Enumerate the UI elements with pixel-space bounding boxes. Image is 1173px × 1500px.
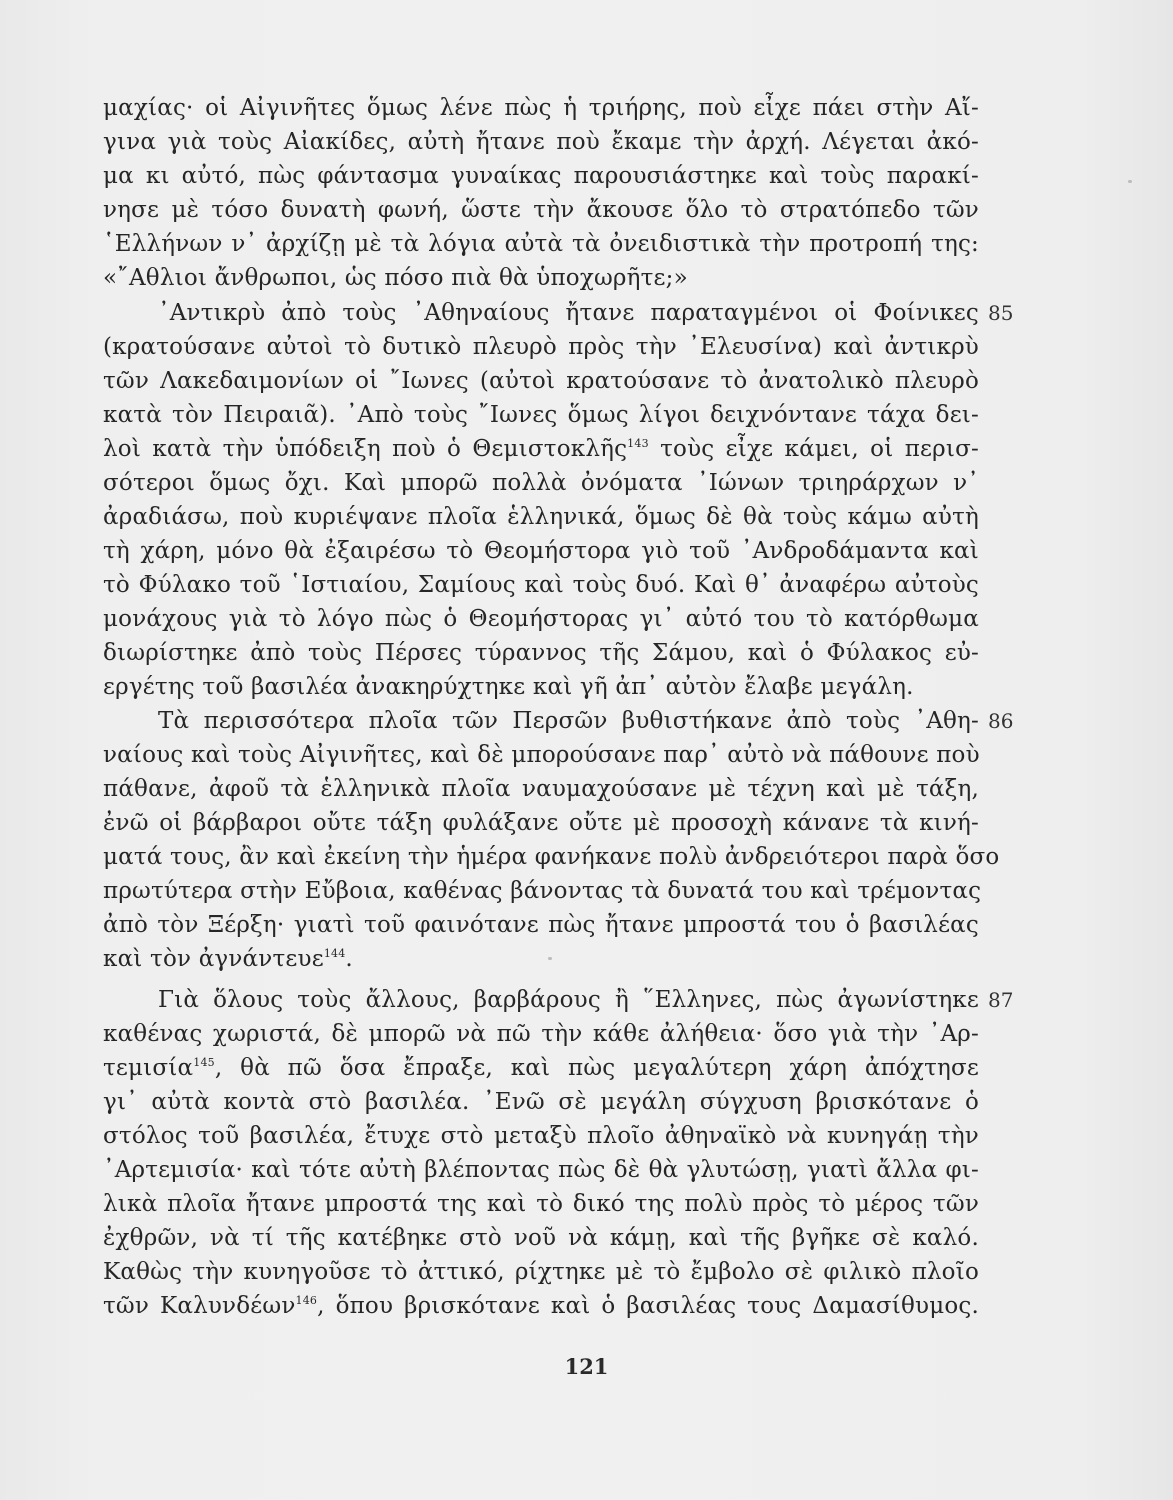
text-line: μα κι αὐτό, πὼς φάντασμα γυναίκας παρουσιάστηκε καὶ τοὺς παρακί- xyxy=(103,163,979,189)
text-line: διωρίστηκε ἀπὸ τοὺς Πέρσες τύραννος τῆς Σάμου, καὶ ὁ Φύλακος εὐ- xyxy=(103,640,979,666)
text-line xyxy=(103,944,979,974)
text-line: τῶν Λακεδαιμονίων οἱ ῎Ιωνες (αὐτοὶ κρατούσανε τὸ ἀνατολικὸ πλευρὸ xyxy=(103,368,979,394)
text-line: στόλος τοῦ βασιλέα, ἔτυχε στὸ μεταξὺ πλοῖο ἀθηναϊκὸ νὰ κυνηγάῃ τὴν xyxy=(103,1123,979,1149)
text-line xyxy=(103,434,979,464)
text-line: γινα γιὰ τοὺς Αἰακίδες, αὐτὴ ἤτανε ποὺ ἔκαμε τὴν ἀρχή. Λέγεται ἀκό- xyxy=(103,129,979,155)
text-line: τὸ Φύλακο τοῦ ῾Ιστιαίου, Σαμίους καὶ τοὺς δυό. Καὶ θ᾿ ἀναφέρω αὐτοὺς xyxy=(103,572,979,598)
text-line xyxy=(103,1291,979,1321)
footnote-ref: 145 xyxy=(193,1056,215,1069)
text-fragment: . xyxy=(345,946,353,972)
text-line: «῎Αθλιοι ἄνθρωποι, ὡς πόσο πιὰ θὰ ὑποχωρῆτε;» xyxy=(103,265,688,291)
footnote-ref: 146 xyxy=(295,1294,318,1307)
paper-speck xyxy=(1128,180,1132,183)
text-line: λικὰ πλοῖα ἤτανε μπροστά της καὶ τὸ δικό της πολὺ πρὸς τὸ μέρος τῶν xyxy=(103,1191,979,1217)
text-fragment: , ὅπου βρισκότανε καὶ ὁ βασιλέας τους Δαμασίθυμος. xyxy=(317,1293,979,1319)
margin-number: 85 xyxy=(988,301,1014,325)
text-line xyxy=(103,1053,979,1083)
footnote-ref: 143 xyxy=(627,437,649,450)
text-fragment: τοὺς εἶχε κάμει, οἱ περισ- xyxy=(648,436,979,462)
text-line: ἐνῶ οἱ βάρβαροι οὔτε τάξη φυλάξανε οὔτε μὲ προσοχὴ κάνανε τὰ κινή- xyxy=(103,810,979,836)
text-line: καθένας χωριστά, δὲ μπορῶ νὰ πῶ τὴν κάθε ἀλήθεια· ὅσο γιὰ τὴν ᾿Αρ- xyxy=(103,1021,979,1047)
text-line: νησε μὲ τόσο δυνατὴ φωνή, ὥστε τὴν ἄκουσε ὅλο τὸ στρατόπεδο τῶν xyxy=(103,197,979,223)
text-fragment: , θὰ πῶ ὅσα ἔπραξε, καὶ πὼς μεγαλύτερη χάρη ἀπόχτησε xyxy=(214,1055,979,1081)
paper-speck xyxy=(548,957,552,960)
text-line: πάθανε, ἀφοῦ τὰ ἑλληνικὰ πλοῖα ναυμαχούσανε μὲ τέχνη καὶ μὲ τάξη, xyxy=(103,776,979,802)
text-line: ἐχθρῶν, νὰ τί τῆς κατέβηκε στὸ νοῦ νὰ κάμῃ, καὶ τῆς βγῆκε σὲ καλό. xyxy=(103,1225,979,1251)
text-line: ναίους καὶ τοὺς Αἰγινῆτες, καὶ δὲ μπορούσανε παρ᾿ αὐτὸ νὰ πάθουνε ποὺ xyxy=(103,742,980,768)
text-line: σότεροι ὅμως ὄχι. Καὶ μπορῶ πολλὰ ὀνόματα ᾿Ιώνων τριηράρχων ν᾿ xyxy=(103,470,979,496)
text-fragment: τῶν Καλυνδέων xyxy=(103,1293,296,1319)
text-line: ματά τους, ἂν καὶ ἐκείνη τὴν ἡμέρα φανήκανε πολὺ ἀνδρειότεροι παρὰ ὅσο xyxy=(103,844,1000,870)
text-line: πρωτύτερα στὴν Εὔβοια, καθένας βάνοντας τὰ δυνατά του καὶ τρέμοντας xyxy=(103,878,982,904)
text-line: ᾿Αρτεμισία· καὶ τότε αὐτὴ βλέποντας πὼς δὲ θὰ γλυτώσῃ, γιατὶ ἄλλα φι- xyxy=(103,1157,979,1183)
text-fragment: τεμισία xyxy=(103,1055,194,1081)
text-line: (κρατούσανε αὐτοὶ τὸ δυτικὸ πλευρὸ πρὸς τὴν ᾿Ελευσίνα) καὶ ἀντικρὺ xyxy=(103,334,979,360)
text-fragment: καὶ τὸν ἀγνάντευε xyxy=(103,946,324,972)
text-line: μονάχους γιὰ τὸ λόγο πὼς ὁ Θεομήστορας γι᾿ αὐτό του τὸ κατόρθωμα xyxy=(103,606,979,632)
text-line: ἀραδιάσω, ποὺ κυριέψανε πλοῖα ἑλληνικά, ὅμως δὲ θὰ τοὺς κάμω αὐτὴ xyxy=(103,504,979,530)
text-line: τὴ χάρη, μόνο θὰ ἐξαιρέσω τὸ Θεομήστορα γιὸ τοῦ ᾿Ανδροδάμαντα καὶ xyxy=(103,538,979,564)
footnote-ref: 144 xyxy=(323,947,346,960)
text-line: Καθὼς τὴν κυνηγοῦσε τὸ ἀττικό, ρίχτηκε μὲ τὸ ἔμβολο σὲ φιλικὸ πλοῖο xyxy=(103,1259,979,1285)
text-line: ῾Ελλήνων ν᾿ ἀρχίζῃ μὲ τὰ λόγια αὐτὰ τὰ ὀνειδιστικὰ τὴν προτροπή της: xyxy=(103,231,979,257)
text-fragment: λοὶ κατὰ τὴν ὑπόδειξη ποὺ ὁ Θεμιστοκλῆς xyxy=(103,436,628,462)
text-line: ἀπὸ τὸν Ξέρξη· γιατὶ τοῦ φαινότανε πὼς ἤτανε μπροστά του ὁ βασιλέας xyxy=(103,912,979,938)
page-number: 121 xyxy=(564,1354,609,1379)
margin-number: 87 xyxy=(988,988,1014,1012)
text-line: μαχίας· οἱ Αἰγινῆτες ὅμως λένε πὼς ἡ τριήρης, ποὺ εἶχε πάει στὴν Αἴ- xyxy=(103,95,979,121)
text-line: εργέτης τοῦ βασιλέα ἀνακηρύχτηκε καὶ γῆ ἀπ᾿ αὐτὸν ἔλαβε μεγάλη. xyxy=(103,674,914,700)
text-line: κατὰ τὸν Πειραιᾶ). ᾿Απὸ τοὺς ῎Ιωνες ὅμως λίγοι δειχνόντανε τάχα δει- xyxy=(103,402,979,428)
text-line: Τὰ περισσότερα πλοῖα τῶν Περσῶν βυθιστήκανε ἀπὸ τοὺς ᾿Αθη- xyxy=(158,708,979,734)
text-line: γι᾿ αὐτὰ κοντὰ στὸ βασιλέα. ᾿Ενῶ σὲ μεγάλη σύγχυση βρισκότανε ὁ xyxy=(103,1089,979,1115)
text-line: Γιὰ ὅλους τοὺς ἄλλους, βαρβάρους ἢ ῞Ελληνες, πὼς ἀγωνίστηκε xyxy=(158,987,979,1013)
text-line: ᾿Αντικρὺ ἀπὸ τοὺς ᾿Αθηναίους ἤτανε παραταγμένοι οἱ Φοίνικες xyxy=(158,300,979,326)
margin-number: 86 xyxy=(988,709,1014,733)
